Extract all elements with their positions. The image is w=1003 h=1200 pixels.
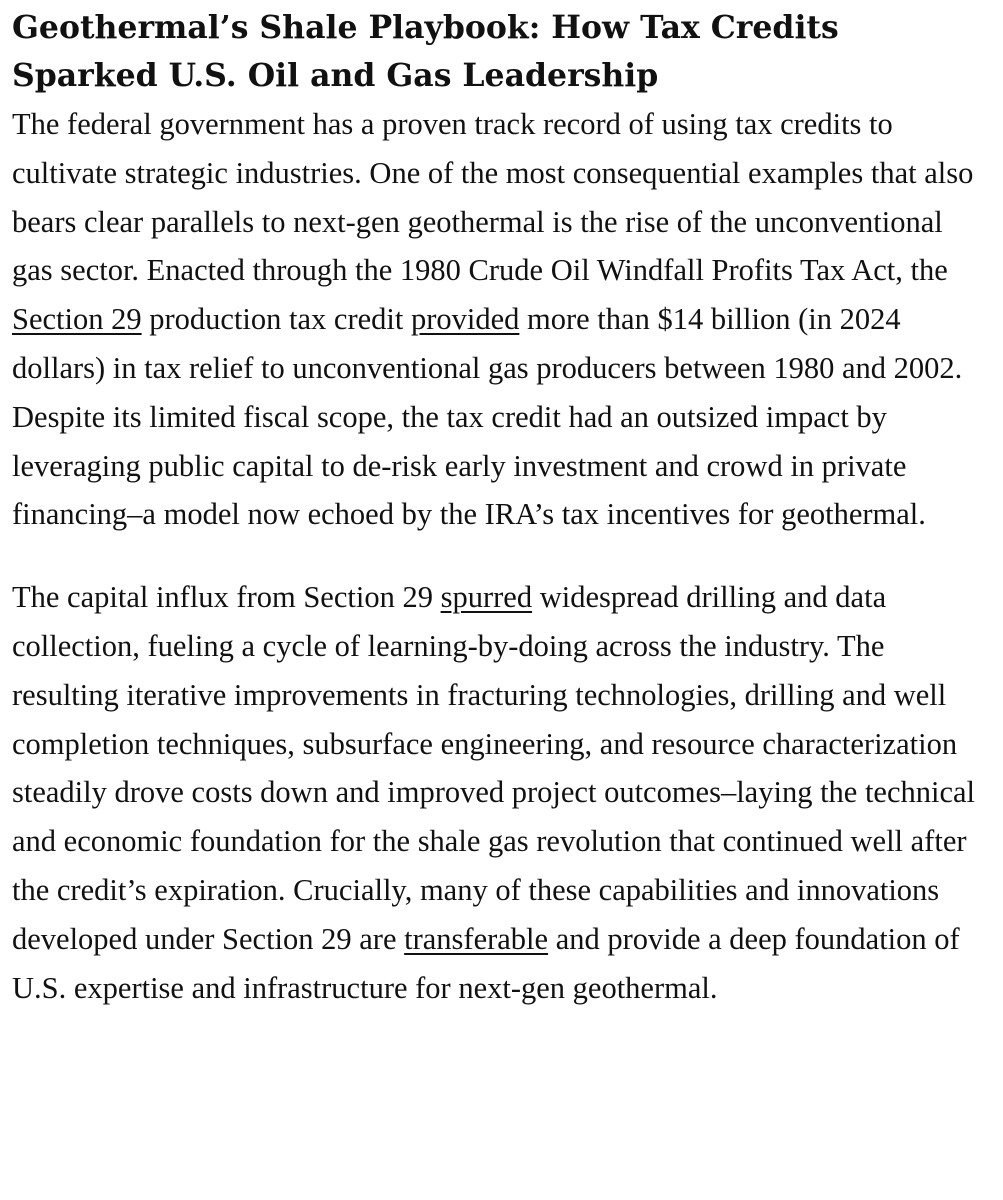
paragraph-2	[12, 573, 991, 1012]
paragraph-1	[12, 100, 991, 539]
paragraph-1-text-3: more than $14 billion (in 2024 dollars) in tax relief to unconventional gas producers between 1980 and 2002. Despite its limited fiscal scope, the tax credit had an outsized impact by leveraging public capital to de-risk early investment and crowd in private financing–a model now echoed by the IRA’s tax incentives for geothermal.	[12, 302, 963, 532]
link-spurred[interactable]: spurred	[440, 580, 533, 615]
section-heading: Geothermal’s Shale Playbook: How Tax Credits Sparked U.S. Oil and Gas Leadership	[12, 9, 839, 94]
paragraph-2-text-1: The capital influx from Section 29	[12, 580, 441, 615]
paragraph-1-text-2: production tax credit	[141, 302, 411, 337]
link-transferable[interactable]: transferable	[404, 921, 549, 956]
link-provided[interactable]: provided	[410, 302, 520, 337]
link-section-29[interactable]: Section 29	[12, 302, 142, 337]
paragraph-1-text-1: The federal government has a proven track record of using tax credits to cultivate strategic industries. One of the most consequential examples that also bears clear parallels to next-gen geothermal is the rise of the unconventional gas sector. Enacted through the 1980 Crude Oil Windfall Profits Tax Act, the	[12, 107, 974, 288]
article	[12, 4, 991, 1012]
paragraph-2-text-2: widespread drilling and data collection, fueling a cycle of learning-by-doing across the industry. The resulting iterative improvements in fracturing technologies, drilling and well completion techniques, subsurface engineering, and resource characterization steadily drove costs down and improved project outcomes–laying the technical and economic foundation for the shale gas revolution that continued well after the credit’s expiration. Crucially, many of these capabilities and innovations developed under Section 29 are	[12, 580, 976, 956]
paragraph-2-text-3: and provide a deep foundation of U.S. expertise and infrastructure for next-gen geothermal.	[12, 921, 960, 1005]
